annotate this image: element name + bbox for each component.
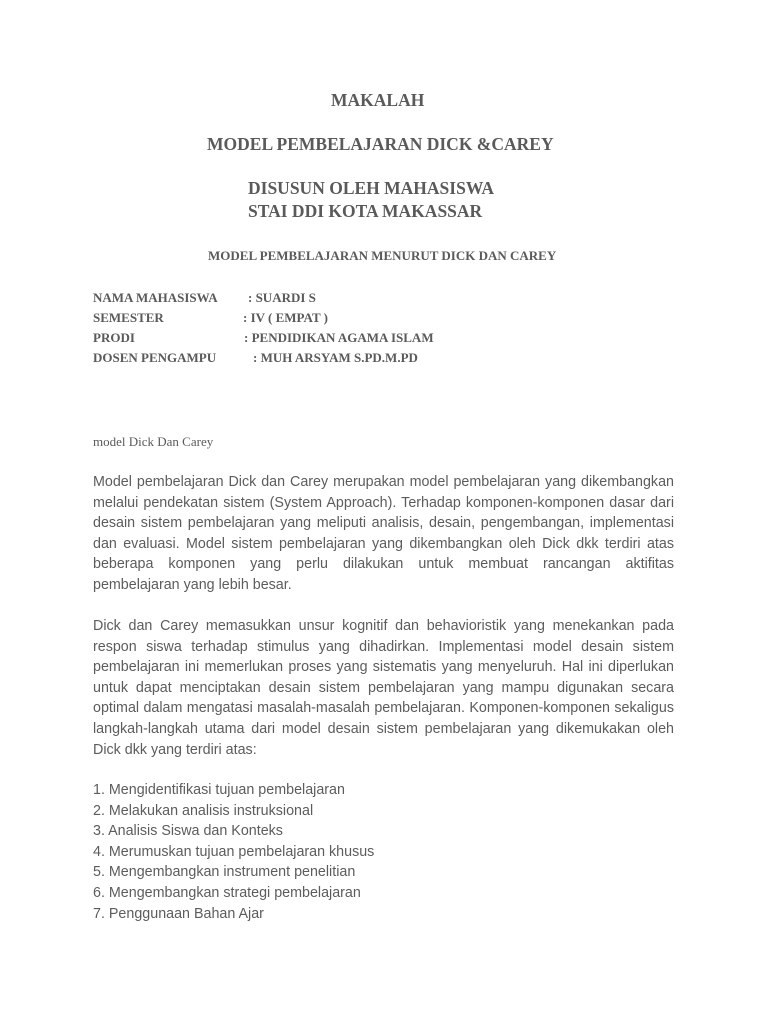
- paragraph-2: Dick dan Carey memasukkan unsur kognitif dan behavioristik yang menekankan pada respon siswa terhadap stimulus yang dihadirkan. Implementasi model desain sistem pembelajaran ini memerlukan proses yang sistematis yang menyeluruh. Hal ini diperlukan untuk dapat menciptakan desain sistem pembelajaran yang mampu digunakan secara optimal dalam mengatasi masalah-masalah pembelajaran. Komponen-komponen sekaligus langkah-langkah utama dari model desain sistem pembelajaran yang dikemukakan oleh Dick dkk yang terdiri atas:: [93, 618, 674, 758]
- paragraph-1: Model pembelajaran Dick dan Carey merupakan model pembelajaran yang dikembangkan melalui pendekatan sistem (System Approach). Terhadap komponen-komponen dasar dari desain sistem pembelajaran yang meliputi analisis, desain, pengembangan, implementasi dan evaluasi. Model sistem pembelajaran yang dikembangkan oleh Dick dkk terdiri atas beberapa komponen yang perlu dilakukan untuk membuat rancangan aktifitas pembelajaran yang lebih besar.: [93, 474, 674, 593]
- semester-value: : IV ( EMPAT ): [243, 310, 328, 325]
- dosen-label: DOSEN PENGAMPU: [93, 350, 217, 365]
- prodi-label: PRODI: [93, 330, 135, 345]
- document-title: MAKALAH: [331, 90, 425, 110]
- list-item: 6. Mengembangkan strategi pembelajaran: [93, 884, 361, 901]
- semester-label: SEMESTER: [93, 310, 164, 325]
- nama-value: : SUARDI S: [248, 290, 316, 305]
- document-subtitle: MODEL PEMBELAJARAN DICK &CAREY: [207, 134, 554, 154]
- prodi-value: : PENDIDIKAN AGAMA ISLAM: [244, 330, 434, 345]
- list-item: 5. Mengembangkan instrument penelitian: [93, 864, 356, 881]
- list-item: 1. Mengidentifikasi tujuan pembelajaran: [93, 782, 345, 798]
- author-line-1: DISUSUN OLEH MAHASISWA: [248, 178, 495, 198]
- nama-label: NAMA MAHASISWA: [93, 290, 218, 305]
- dosen-value: : MUH ARSYAM S.PD.M.PD: [253, 350, 418, 365]
- section-heading: MODEL PEMBELAJARAN MENURUT DICK DAN CAREY: [208, 248, 557, 263]
- list-item: 4. Merumuskan tujuan pembelajaran khusus: [93, 843, 375, 860]
- list-item: 3. Analisis Siswa dan Konteks: [93, 823, 283, 840]
- body-section-title: model Dick Dan Carey: [93, 434, 214, 449]
- steps-list: [93, 780, 374, 924]
- list-item: 2. Melakukan analisis instruksional: [93, 802, 314, 819]
- list-item: 7. Penggunaan Bahan Ajar: [93, 905, 264, 922]
- author-line-2: STAI DDI KOTA MAKASSAR: [248, 201, 483, 221]
